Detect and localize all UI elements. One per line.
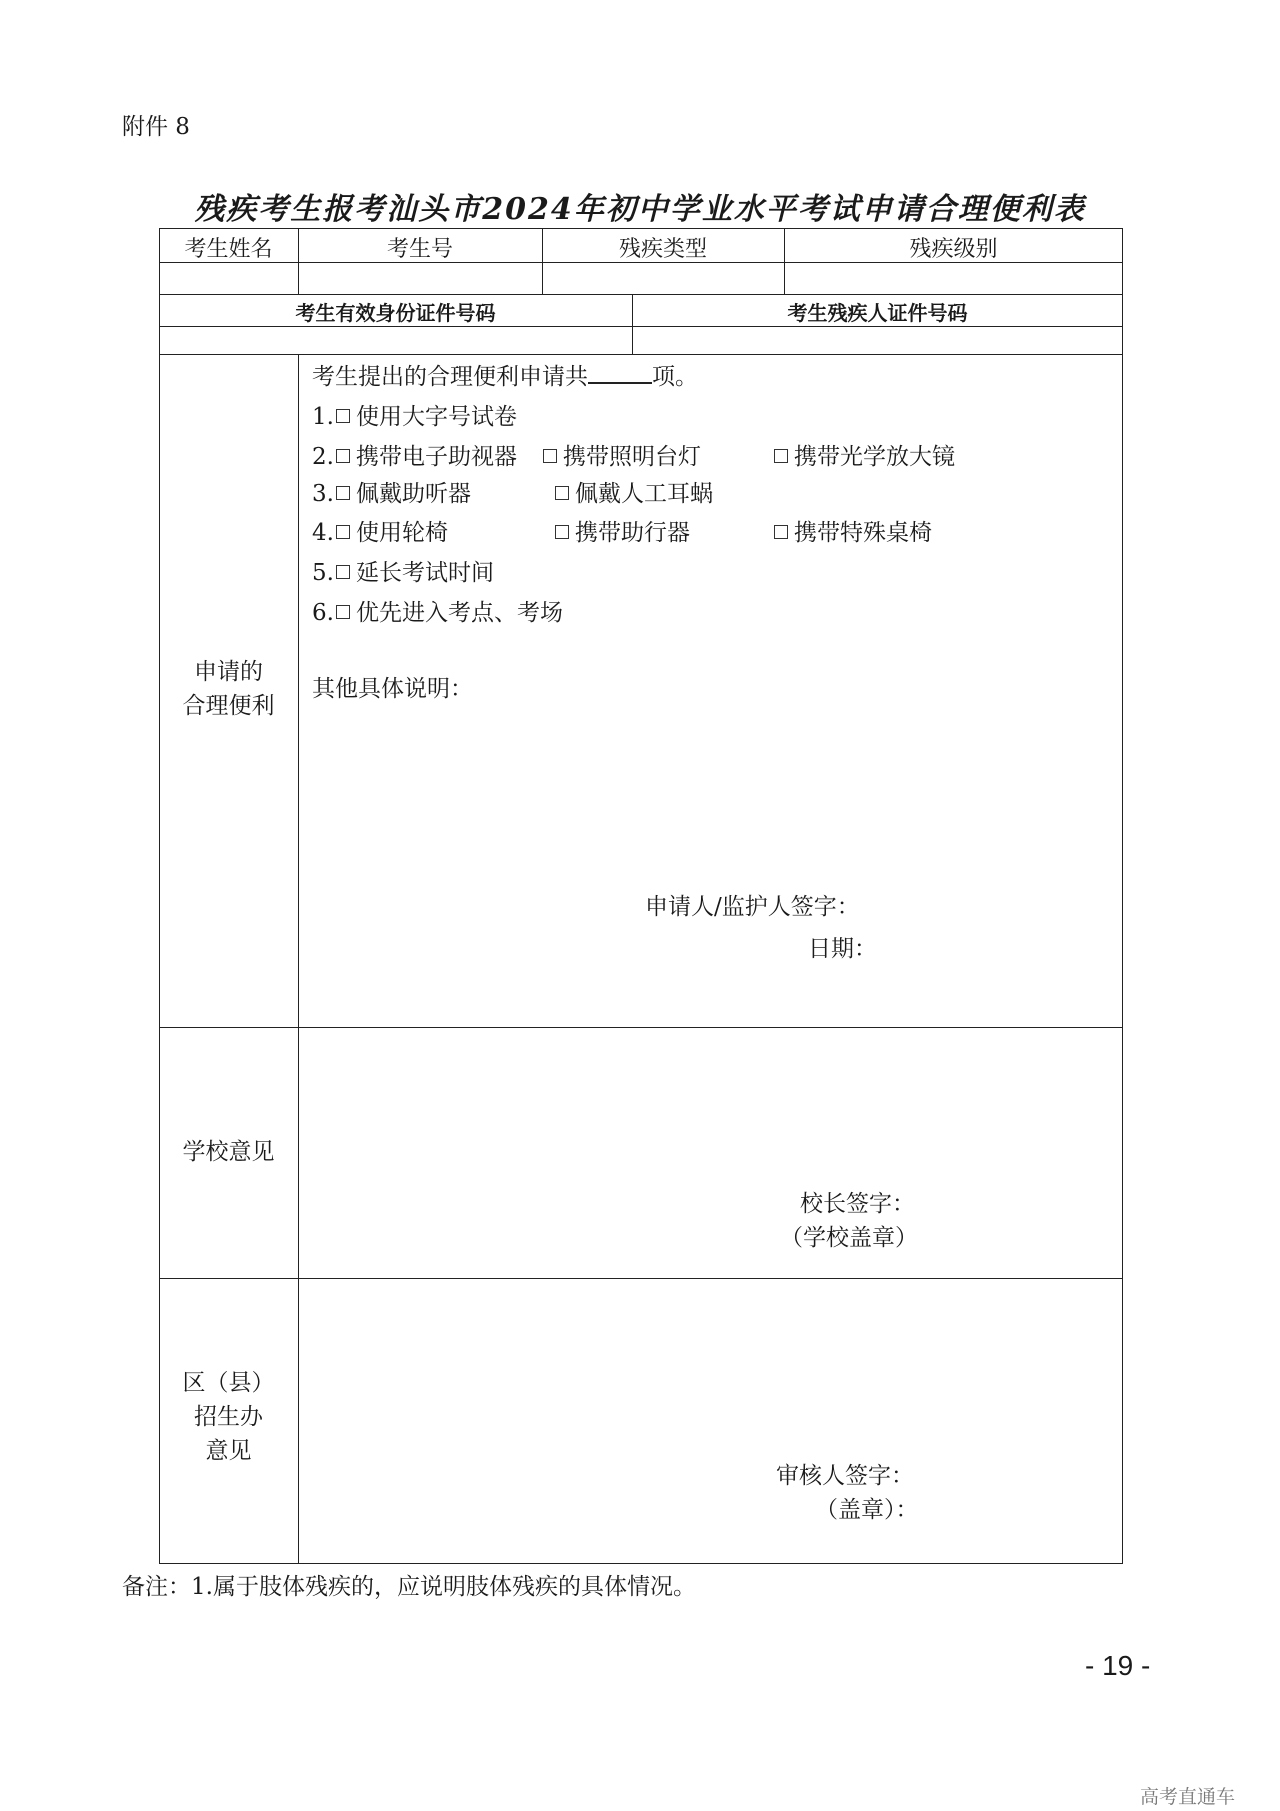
option-number: 1.	[312, 404, 334, 430]
header-disability-card-number: 考生残疾人证件号码	[787, 301, 968, 325]
header-id-number: 考生有效身份证件号码	[295, 301, 496, 325]
option-number: 6.	[312, 600, 334, 626]
header-student-name: 考生姓名	[184, 237, 273, 262]
label-school-opinion: 学校意见	[182, 1139, 275, 1165]
checkbox[interactable]	[774, 449, 788, 463]
intro-before: 考生提出的合理便利申请共	[312, 364, 588, 390]
table-rule	[159, 1278, 1123, 1279]
header-disability-level: 残疾级别	[909, 237, 998, 262]
district-stamp-label: （盖章）：	[815, 1497, 919, 1523]
principal-signature-label: 校长签字：	[800, 1191, 915, 1217]
option-row-5	[312, 554, 494, 587]
checkbox[interactable]	[336, 409, 350, 423]
date-label: 日期：	[808, 936, 877, 962]
checkbox[interactable]	[336, 449, 350, 463]
option-row-4	[312, 514, 448, 547]
option-desk-lamp: 携带照明台灯	[563, 444, 701, 470]
table-rule	[159, 354, 1123, 355]
table-rule	[159, 326, 1123, 327]
label-district-opinion: 区（县） 招生办 意见	[182, 1370, 275, 1464]
watermark: 高考直通车	[1140, 1786, 1236, 1808]
option-special-furniture: 携带特殊桌椅	[794, 520, 932, 546]
option-priority-entry: 优先进入考点、考场	[355, 600, 563, 626]
table-rule	[159, 1027, 1123, 1028]
option-large-print: 使用大字号试卷	[355, 404, 517, 430]
option-row-2c	[772, 438, 955, 471]
checkbox[interactable]	[336, 565, 350, 579]
checkbox[interactable]	[555, 525, 569, 539]
checkbox[interactable]	[774, 525, 788, 539]
header-disability-type: 残疾类型	[618, 237, 707, 262]
option-row-6	[312, 594, 563, 627]
page-number: - 19 -	[1085, 1650, 1151, 1681]
option-row-2	[312, 438, 517, 471]
option-number: 5.	[312, 560, 334, 586]
option-row-4b	[553, 514, 690, 547]
option-row-4c	[772, 514, 932, 547]
label-accommodation: 申请的 合理便利	[182, 659, 275, 719]
option-row-3b	[553, 475, 713, 508]
checkbox[interactable]	[555, 486, 569, 500]
intro-after: 项。	[652, 364, 698, 390]
remark-note: 备注：1.属于肢体残疾的，应说明肢体残疾的具体情况。	[122, 1574, 696, 1600]
item-count-blank[interactable]	[588, 362, 652, 384]
option-wheelchair: 使用轮椅	[355, 520, 448, 546]
header-exam-number: 考生号	[386, 237, 453, 262]
checkbox[interactable]	[336, 486, 350, 500]
option-magnifier: 携带光学放大镜	[794, 444, 955, 470]
applicant-signature-label: 申请人/监护人签字：	[645, 894, 860, 920]
option-number: 4.	[312, 520, 334, 546]
checkbox[interactable]	[336, 525, 350, 539]
option-electronic-aid: 携带电子助视器	[355, 444, 517, 470]
school-stamp-label: （学校盖章）	[780, 1225, 918, 1251]
table-rule	[159, 294, 1123, 295]
reviewer-signature-label: 审核人签字：	[776, 1463, 914, 1489]
option-row-1	[312, 398, 517, 431]
checkbox[interactable]	[336, 605, 350, 619]
form-title: 残疾考生报考汕头市2024年初中学业水平考试申请合理便利表	[194, 192, 1086, 227]
option-walker: 携带助行器	[575, 520, 690, 546]
attachment-label: 附件 8	[122, 114, 190, 140]
option-row-2b	[541, 438, 701, 471]
option-number: 3.	[312, 481, 334, 507]
table-frame	[159, 228, 1123, 1564]
checkbox[interactable]	[543, 449, 557, 463]
option-cochlear-implant: 佩戴人工耳蜗	[575, 481, 713, 507]
option-number: 2.	[312, 444, 334, 470]
option-hearing-aid: 佩戴助听器	[355, 481, 471, 507]
option-row-3	[312, 475, 471, 508]
option-extended-time: 延长考试时间	[355, 560, 494, 586]
other-note-label: 其他具体说明：	[312, 676, 473, 702]
table-rule	[298, 354, 299, 1564]
accommodation-intro	[312, 358, 698, 391]
